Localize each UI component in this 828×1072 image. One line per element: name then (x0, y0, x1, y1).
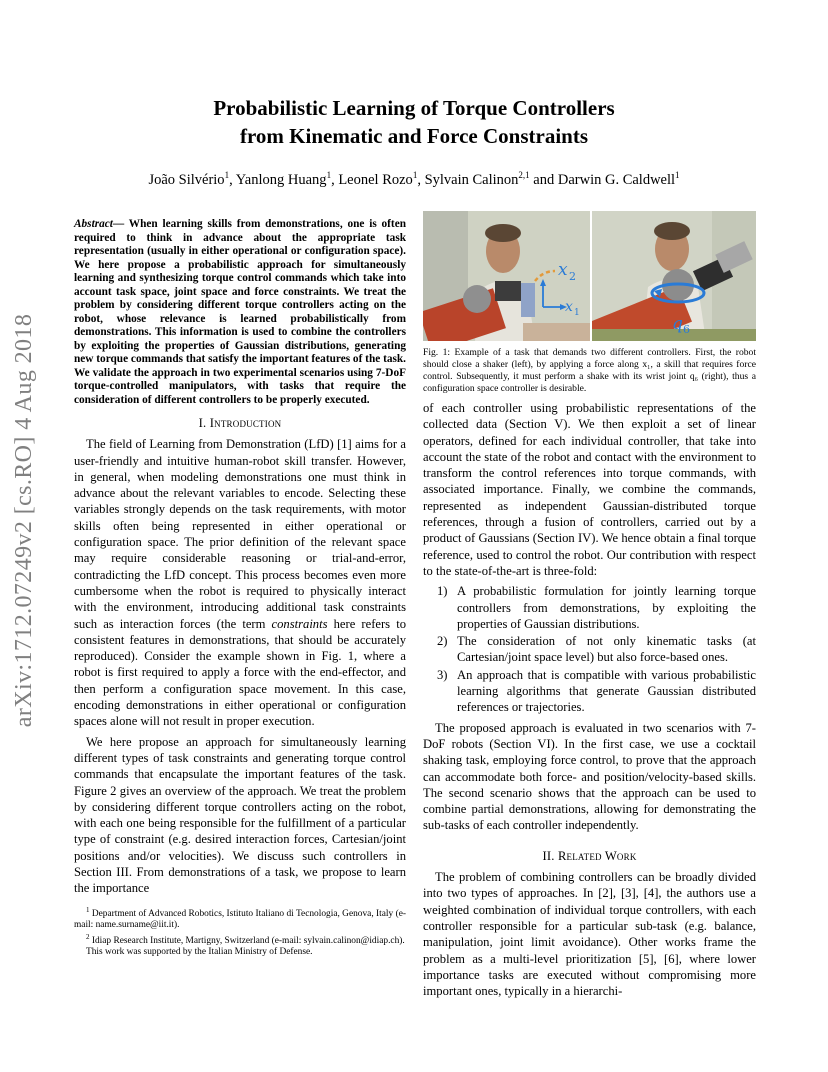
paper-title (0, 94, 828, 150)
author-affiliation: 2,1 (518, 170, 530, 181)
list-item: 1) A probabilistic formulation for jointly learning torque controllers from demonstrations, by exploiting the properties of Gaussian distributions. (437, 584, 756, 631)
list-item: 2) The consideration of not only kinematic tasks (at Cartesian/joint space level) but also force-based ones. (437, 634, 756, 665)
author-affiliation: 1 (326, 170, 332, 181)
author-affiliation: 1 (224, 170, 230, 181)
abstract-text: — When learning skills from demonstrations, one is often required to think in advance about the appropriate task representation (usually in either operational or configuration space). We here propose a probabilistic approach for simultaneously learning and synthesizing torque control commands which take into account task space, joint space and force constraints. We treat the problem by considering different torque controllers acting on the robot, whose relevance is learned probabilistically from demonstrations. This information is used to combine the controllers by exploiting the properties of Gaussian distributions, generating new torque commands that satisfy the important features of the task. We validate the approach in two experimental scenarios using 7-DoF torque-controlled manipulators, with tasks that require the consideration of different controllers to be properly executed. (74, 218, 406, 406)
title-line-2: from Kinematic and Force Constraints (239, 124, 589, 148)
author-list: João Silvério$^1$, Yanlong Huang$^1$, Leonel Rozo$^1$, Sylvain Calinon$^{2,1}$ and Darwin G. Caldwell$^1$ (148, 170, 680, 188)
intro-paragraph-2: We here propose an approach for simultaneously learning different types of task constraints and generating torque control commands that encapsulate the important features of the task. Figure 2 gives an overview of the approach. We treat the problem by considering different torque controllers acting on the robot, with each one being responsible for the fulfillment of a particular type of constraint (e.g. desired interaction forces, Cartesian/joint positions and/or velocities). We discuss such controllers in Section III. From demonstrations of a task, we propose to learn the importance (74, 734, 406, 896)
figure-1 (423, 211, 756, 341)
label-q6: q (672, 314, 683, 334)
related-work-paragraph-1: The problem of combining controllers can be broadly divided into two types of approaches. In [2], [3], [4], the authors use a weighted combination of individual torque controllers, with each controller responsible for a particular sub-task (e.g. balance, manipulation, joint limit avoidance). Other works frame the problem as a multi-level prioritization [5], [6], where lower importance tasks are executed without compromising more important ones, typically in a hierarchi- (423, 870, 756, 999)
svg-text:2: 2 (569, 270, 576, 283)
author: Leonel Rozo (338, 172, 413, 188)
label-x2: x (558, 260, 568, 280)
footnote-affiliation-1: $^1$ Department of Advanced Robotics, Istituto Italiano di Tecnologia, Genova, Italy (e-mail: name.surname@iit.it). (74, 905, 406, 931)
author: Sylvain Calinon (424, 172, 519, 188)
contribution-list (423, 583, 756, 715)
robot-force-scene-illustration (423, 211, 590, 341)
svg-text:1: 1 (574, 308, 580, 318)
photo-robot-closing-shaker (423, 211, 590, 341)
author: Darwin G. Caldwell (557, 172, 676, 188)
author: João Silvério (148, 172, 225, 188)
svg-text:6: 6 (683, 323, 690, 336)
robot-wrist-scene-illustration (592, 211, 756, 341)
author: Yanlong Huang (235, 172, 327, 188)
list-item: 3) An approach that is compatible with various probabilistic learning algorithms that generate Gaussian distributed references or trajectories. (437, 667, 756, 715)
abstract-label: Abstract (74, 218, 113, 230)
intro-paragraph-3: of each controller using probabilistic representations of the collected data (Section V). We then exploit a set of linear operators, defined for each individual controller, that take into account the state of the robot and contact with the environment to transform the control references into torque commands, with associated importance. Finally, we combine the commands, represented as independent Gaussian-distributed torque references, through a fusion of controllers, carried out by a product of Gaussians (Section IV). We hence obtain a final torque reference, used to control the robot. Our contribution with respect to the state-of-the-art is three-fold: (423, 401, 756, 578)
abstract (74, 218, 406, 407)
title-line-1: Probabilistic Learning of Torque Controllers (213, 96, 615, 120)
intro-paragraph-1: The field of Learning from Demonstration (LfD) [1] aims for a user-friendly and intuitive human-robot skill transfer. However, in general, when modeling demonstrations one must think in advance about the relevant variables to encode. Selecting these variables strongly depends on the task requirements, with motor skills often being represented in either operational or configuration space. The prior definition of the relevant space may require considerable reasoning or trial-and-error, contradicting the LfD concept. This process becomes even more cumbersome when the robot is required to physically interact with the environment, introducing additional task constraints such as interaction forces (the term constraints here refers to consistent features in demonstrations, that should be accurately reproduced). Consider the example shown in Fig. 1, where a robot is first required to apply a force with the end-effector, and then perform a configuration space movement. In this case, encoding demonstrations in either operational or configuration spaces alone will not result in proper execution. (74, 437, 406, 729)
arxiv-identifier: arXiv:1712.07249v2 [cs.RO] 4 Aug 2018 (11, 313, 38, 727)
figure-1-caption: Fig. 1: Example of a task that demands two different controllers. First, the robot should close a shaker (left), by applying a force along x₁, a skill that requires force control. Subsequently, it must perform a shake with its wrist joint q₆ (right), thus a configuration space controller is desirable. (423, 347, 756, 394)
label-x1: x (565, 299, 573, 315)
footnote-affiliation-2: $^2$ Idiap Research Institute, Martigny, Switzerland (e-mail: sylvain.calinon@idiap.ch). (86, 932, 405, 946)
author-affiliation: 1 (412, 170, 418, 181)
section-heading-introduction: I. Introduction (198, 416, 282, 430)
left-column (74, 218, 406, 959)
right-column (423, 400, 756, 999)
photo-robot-shaking-wrist (592, 211, 756, 341)
footnotes (74, 905, 406, 959)
footnote-funding: This work was supported by the Italian Ministry of Defense. (86, 947, 313, 958)
section-heading-related-work: II. Related Work (542, 848, 637, 863)
intro-paragraph-4: The proposed approach is evaluated in two scenarios with 7-DoF robots (Section VI). In the first case, we use a cocktail shaking task, employing force control, to prove that the approach can accommodate both force- and position/velocity-based skills. The second scenario shows that the approach can be used to combine partial demonstrations, allowing for demonstrating the sub-tasks of each controller independently. (423, 720, 756, 833)
author-affiliation: 1 (675, 170, 680, 181)
